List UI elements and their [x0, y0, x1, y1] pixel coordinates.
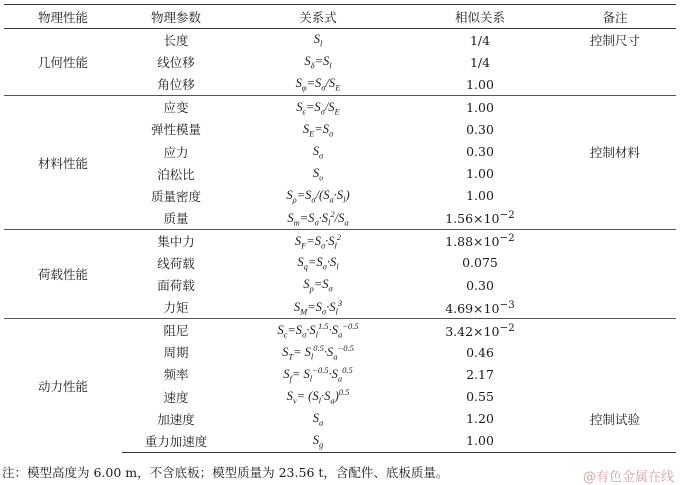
relation-cell: $S_\varepsilon=S_\sigma/S_E$	[230, 96, 406, 119]
remark-cell	[554, 73, 676, 96]
value-cell: 0.46	[466, 344, 494, 360]
footnote: 注：模型高度为 6.00 m，不含底板；模型质量为 23.56 t，含配件、底板质量。	[2, 465, 449, 480]
remark-cell	[554, 430, 676, 453]
relation-cell: $S_c=S_\sigma\cdot S_l^{1.5}\cdot S_a^{-0.5}$	[230, 319, 406, 342]
similarity-table	[4, 4, 676, 453]
value-cell: 0.30	[466, 121, 494, 137]
relation-cell: $S_a$	[312, 410, 324, 428]
value-cell: $3.42\times 10^{-2}$	[406, 319, 554, 342]
group-name: 动力性能	[4, 319, 122, 453]
remark-cell	[554, 363, 676, 385]
relation-cell: $S_M=S_\sigma\cdot S_l^3$	[293, 297, 343, 317]
header-similarity: 相似关系	[406, 5, 554, 29]
value-cell: 1/4	[469, 54, 491, 70]
param-cell: 角位移	[157, 77, 195, 93]
param-cell: 线位移	[157, 55, 195, 71]
header-relation: 关系式	[230, 5, 406, 29]
param-cell: 应变	[122, 96, 230, 119]
relation-cell: $S_\varphi=S_\sigma/S_E$	[295, 76, 341, 93]
relation-cell: $S_p=S_\sigma$	[303, 277, 333, 294]
remark-cell: 控制材料	[589, 144, 640, 160]
remark-cell	[554, 118, 676, 140]
value-cell: $4.69\times 10^{-3}$	[445, 298, 515, 316]
table-row	[4, 319, 676, 342]
header-remark: 备注	[554, 5, 676, 29]
remark-cell	[554, 185, 676, 207]
group-name: 材料性能	[4, 96, 122, 230]
relation-cell: $S_m=S_\sigma\cdot S_l^2/S_a$	[287, 208, 349, 228]
remark-cell	[554, 229, 676, 252]
remark-cell	[554, 207, 676, 230]
value-cell: 0.30	[466, 144, 494, 160]
value-cell: 1.20	[466, 411, 494, 427]
remark-cell	[554, 274, 676, 296]
param-cell: 频率	[163, 367, 189, 383]
param-cell: 质量	[163, 210, 189, 226]
remark-cell	[554, 252, 676, 274]
table-row	[4, 96, 676, 119]
remark-cell	[554, 96, 676, 119]
relation-cell: $S_T= S_l^{0.5}\cdot S_a^{-0.5}$	[282, 343, 354, 362]
param-cell: 泊松比	[157, 166, 195, 182]
table-body	[4, 29, 676, 453]
relation-cell: $S_E=S_\sigma$	[302, 121, 334, 139]
param-cell: 线荷载	[157, 255, 195, 271]
header-physical-parameter: 物理参数	[122, 5, 230, 29]
relation-cell: $S_g$	[230, 430, 406, 453]
value-cell: 1.00	[406, 430, 554, 453]
value-cell: 0.30	[466, 277, 494, 293]
relation-cell: $S_f= S_l^{-0.5}\cdot S_a^{0.5}$	[283, 365, 353, 384]
remark-cell: 控制试验	[589, 411, 640, 427]
param-cell: 阻尼	[122, 319, 230, 342]
value-cell: 1.00	[406, 96, 554, 119]
value-cell: 1.00	[466, 188, 494, 204]
relation-cell: $S_q=S_\sigma\cdot S_l$	[297, 255, 339, 272]
header-row	[4, 5, 676, 29]
remark-cell	[554, 296, 676, 319]
relation-cell: $S_\delta=S_l$	[304, 54, 332, 71]
remark-cell	[554, 319, 676, 342]
value-cell: 1/4	[406, 29, 554, 52]
param-cell: 周期	[163, 345, 189, 361]
value-cell: 0.075	[462, 255, 498, 271]
param-cell: 质量密度	[150, 188, 201, 204]
value-cell: $1.88\times 10^{-2}$	[406, 229, 554, 252]
table-row	[4, 29, 676, 52]
relation-cell: $S_\sigma$	[312, 143, 324, 161]
remark-cell	[554, 341, 676, 363]
value-cell: 1.00	[466, 166, 494, 182]
value-cell: 0.55	[466, 389, 494, 405]
param-cell: 重力加速度	[122, 430, 230, 453]
relation-cell: $S_F=S_\sigma\cdot S_l^2$	[230, 229, 406, 252]
remark-cell	[554, 163, 676, 185]
param-cell: 集中力	[122, 229, 230, 252]
relation-cell: $S_v= (S_l\cdot S_a)^{0.5}$	[286, 387, 350, 406]
group-name: 几何性能	[4, 29, 122, 96]
table-row	[4, 229, 676, 252]
remark-cell: 控制尺寸	[554, 29, 676, 52]
remark-cell	[554, 51, 676, 73]
param-cell: 应力	[163, 144, 189, 160]
header-physical-property: 物理性能	[4, 5, 122, 29]
value-cell: $1.56\times 10^{-2}$	[445, 209, 515, 227]
remark-cell	[554, 386, 676, 408]
param-cell: 速度	[163, 389, 189, 405]
param-cell: 加速度	[157, 411, 195, 427]
param-cell: 面荷载	[157, 278, 195, 294]
value-cell: 2.17	[466, 366, 494, 382]
param-cell: 弹性模量	[150, 122, 201, 138]
param-cell: 长度	[122, 29, 230, 52]
relation-cell: $S_\rho=S_\sigma/(S_a\cdot S_l)$	[286, 187, 350, 205]
group-name: 荷载性能	[4, 229, 122, 318]
relation-cell: $S_\upsilon$	[312, 165, 324, 183]
watermark: @有色金属在线	[582, 470, 674, 485]
relation-cell: $S_l$	[230, 29, 406, 52]
param-cell: 力矩	[163, 300, 189, 316]
value-cell: 1.00	[466, 76, 494, 92]
